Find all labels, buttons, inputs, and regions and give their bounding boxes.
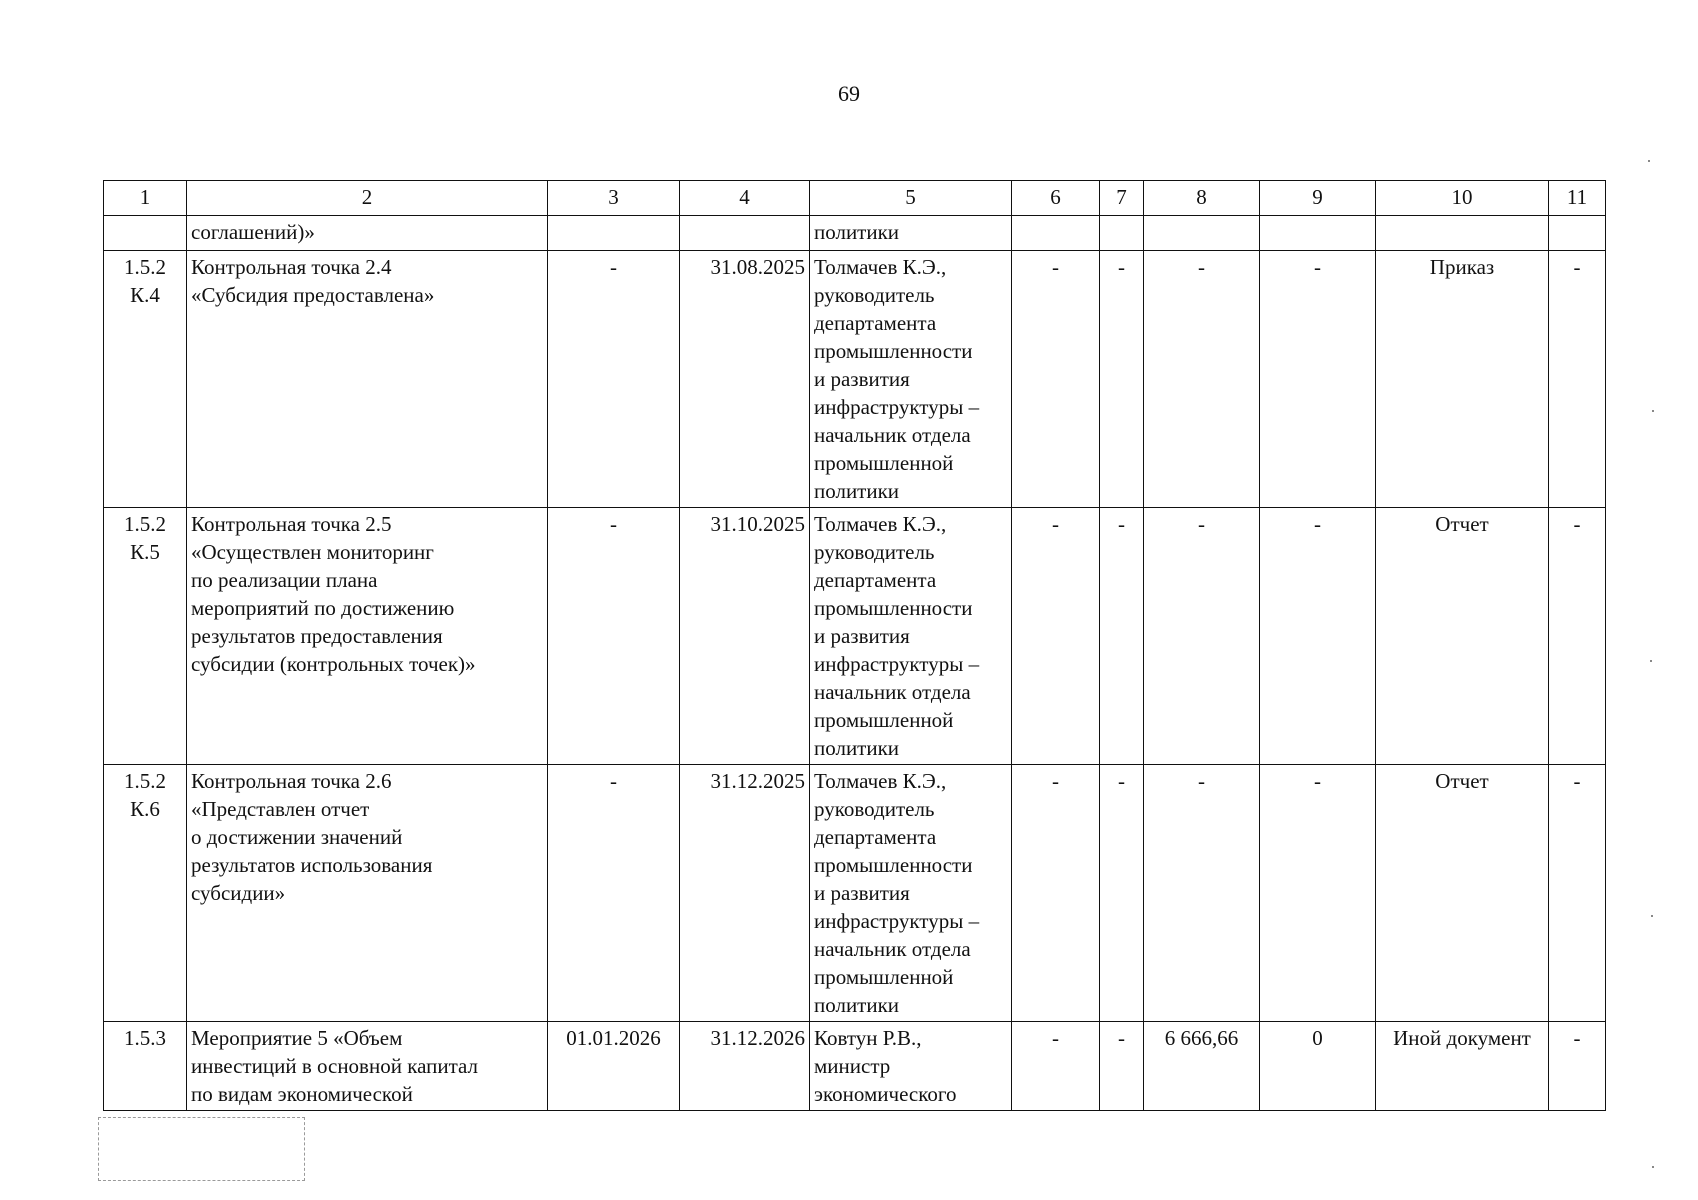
cell-col11: -: [1549, 765, 1606, 1022]
cell-col6: -: [1012, 1022, 1100, 1111]
cell-col11: -: [1549, 1022, 1606, 1111]
cell-id-line: 1.5.3: [124, 1026, 166, 1050]
cell-document: Отчет: [1376, 508, 1549, 765]
cell-end-date: 31.12.2026: [680, 1022, 810, 1111]
header-cell: 7: [1100, 181, 1144, 216]
cell-empty: [104, 216, 187, 251]
cell-empty: [1100, 216, 1144, 251]
cell-document: Приказ: [1376, 251, 1549, 508]
cell-document: Отчет: [1376, 765, 1549, 1022]
cell-col8: -: [1144, 508, 1260, 765]
cell-id: [104, 765, 187, 1022]
cell-col8: 6 666,66: [1144, 1022, 1260, 1111]
header-row: [104, 181, 1606, 216]
continuation-row: [104, 216, 1606, 251]
cell-col7: -: [1100, 765, 1144, 1022]
cell-document: Иной документ: [1376, 1022, 1549, 1111]
cell-id-line: 1.5.2: [124, 255, 166, 279]
cell-id: [104, 251, 187, 508]
cell-end-date: 31.08.2025: [680, 251, 810, 508]
cell-col9: -: [1260, 251, 1376, 508]
cell-col6: -: [1012, 251, 1100, 508]
cell-col9: 0: [1260, 1022, 1376, 1111]
header-cell: 8: [1144, 181, 1260, 216]
cell-col8: -: [1144, 765, 1260, 1022]
cell-responsible: Толмачев К.Э., руководитель департамента промышленности и развития инфраструктуры – начальник отдела промышленной политики: [810, 765, 1012, 1022]
cell-col9: -: [1260, 508, 1376, 765]
cell-empty: [680, 216, 810, 251]
activities-table: [103, 180, 1606, 1111]
header-cell: 6: [1012, 181, 1100, 216]
cell-name: Контрольная точка 2.6 «Представлен отчет о достижении значений результатов использования субсидии»: [187, 765, 548, 1022]
cell-col7: -: [1100, 508, 1144, 765]
cell-start-date: -: [548, 508, 680, 765]
header-cell: 1: [104, 181, 187, 216]
header-cell: 3: [548, 181, 680, 216]
cell-col7: -: [1100, 1022, 1144, 1111]
cell-responsible-continuation: политики: [810, 216, 1012, 251]
scan-speck: [1652, 1166, 1654, 1168]
cell-id-line: 1.5.2: [124, 512, 166, 536]
page-number: 69: [838, 81, 860, 106]
cell-empty: [1260, 216, 1376, 251]
registration-stamp: [98, 1117, 305, 1181]
cell-col11: -: [1549, 508, 1606, 765]
cell-name: Мероприятие 5 «Объем инвестиций в основной капитал по видам экономической: [187, 1022, 548, 1111]
cell-start-date: -: [548, 251, 680, 508]
cell-col11: -: [1549, 251, 1606, 508]
cell-responsible: Толмачев К.Э., руководитель департамента промышленности и развития инфраструктуры – начальник отдела промышленной политики: [810, 508, 1012, 765]
cell-name: Контрольная точка 2.4 «Субсидия предоставлена»: [187, 251, 548, 508]
cell-empty: [1144, 216, 1260, 251]
cell-id: [104, 508, 187, 765]
cell-responsible: Ковтун Р.В., министр экономического: [810, 1022, 1012, 1111]
cell-empty: [1376, 216, 1549, 251]
scan-speck: [1650, 660, 1652, 662]
header-cell: 5: [810, 181, 1012, 216]
cell-start-date: 01.01.2026: [548, 1022, 680, 1111]
cell-id-line: К.6: [130, 797, 160, 821]
cell-col8: -: [1144, 251, 1260, 508]
header-cell: 10: [1376, 181, 1549, 216]
header-cell: 4: [680, 181, 810, 216]
cell-name-continuation: соглашений)»: [187, 216, 548, 251]
scan-speck: [1652, 410, 1654, 412]
cell-name: Контрольная точка 2.5 «Осуществлен мониторинг по реализации плана мероприятий по достижению результатов предоставления субсидии (контрольных точек)»: [187, 508, 548, 765]
cell-start-date: -: [548, 765, 680, 1022]
cell-id-line: К.4: [130, 283, 160, 307]
scan-speck: [1651, 915, 1653, 917]
header-cell: 11: [1549, 181, 1606, 216]
cell-col6: -: [1012, 765, 1100, 1022]
cell-empty: [1012, 216, 1100, 251]
table-row: [104, 765, 1606, 1022]
cell-end-date: 31.10.2025: [680, 508, 810, 765]
cell-empty: [1549, 216, 1606, 251]
cell-col7: -: [1100, 251, 1144, 508]
cell-id-line: К.5: [130, 540, 160, 564]
table-row: [104, 1022, 1606, 1111]
cell-id: [104, 1022, 187, 1111]
header-cell: 9: [1260, 181, 1376, 216]
cell-responsible: Толмачев К.Э., руководитель департамента промышленности и развития инфраструктуры – начальник отдела промышленной политики: [810, 251, 1012, 508]
table-row: [104, 251, 1606, 508]
cell-col6: -: [1012, 508, 1100, 765]
cell-col9: -: [1260, 765, 1376, 1022]
cell-id-line: 1.5.2: [124, 769, 166, 793]
table-row: [104, 508, 1606, 765]
cell-end-date: 31.12.2025: [680, 765, 810, 1022]
header-cell: 2: [187, 181, 548, 216]
scan-speck: [1648, 160, 1650, 162]
cell-empty: [548, 216, 680, 251]
